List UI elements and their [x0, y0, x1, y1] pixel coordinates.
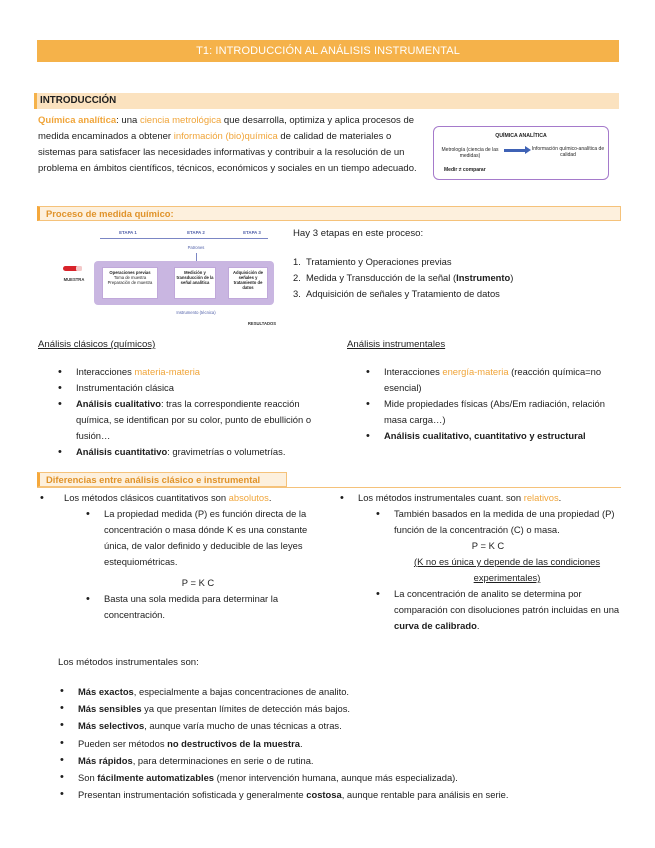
instrumentales-heading: Análisis instrumentales — [347, 339, 446, 350]
item-bold: curva de calibrado — [394, 620, 477, 631]
list-item — [56, 444, 314, 460]
list-item — [58, 683, 618, 700]
item-bold: fácilmente automatizables — [97, 772, 214, 784]
item-bold: Más rápidos — [78, 754, 133, 766]
item-text: Son — [78, 772, 98, 784]
item-text: (reacción química=no esencial) — [384, 366, 602, 393]
stage-text: Tratamiento y Operaciones previas — [306, 256, 452, 267]
item-text: : tras la correspondiente reacción química, se identifican por su color, punto de ebullición o fusión… — [76, 398, 312, 441]
item-text: . — [558, 492, 562, 503]
qa-bottom-label: Medir ≠ comparar — [444, 167, 486, 173]
item-text: . — [476, 620, 480, 631]
clasicos-heading: Análisis clásicos (químicos) — [38, 339, 156, 350]
stage-number: 2. — [293, 272, 301, 283]
list-item — [58, 769, 618, 786]
sub-item — [374, 506, 622, 538]
sample-tube-icon — [62, 264, 84, 274]
list-item — [364, 396, 622, 428]
process-diagram — [60, 228, 285, 330]
diagram-etapa-3: ETAPA 3 — [243, 230, 261, 235]
sub-item — [374, 586, 622, 634]
formula-right: P = K C — [471, 540, 505, 551]
item-text: Pueden ser métodos — [78, 737, 168, 749]
item-text: La propiedad medida (P) es función directa de la concentración o masa dónde K es una constante única, de valor definido y deducible de las leyes estequiométricas. — [104, 508, 308, 567]
item-text: Basta una sola medida para determinar la concentración. — [104, 593, 279, 620]
stage-text: Medida y Transducción de la señal ( — [306, 272, 457, 283]
item-text: Mide propiedades físicas (Abs/Em radiación, relación masa carga…) — [384, 398, 605, 425]
item-text: También basados en la medida de una propiedad (P) función de la concentración (C) o masa. — [394, 508, 615, 535]
list-item — [364, 364, 622, 396]
quimica-analitica-diagram — [433, 126, 609, 180]
qa-title: QUÍMICA ANALÍTICA — [495, 133, 547, 139]
metodos-intro: Los métodos instrumentales son: — [58, 657, 199, 668]
page-title: T1: INTRODUCCIÓN AL ANÁLISIS INSTRUMENTAL — [37, 40, 619, 62]
list-item — [56, 364, 314, 380]
item-text: (menor intervención humana, aunque más especializada). — [214, 772, 458, 784]
item-text: : gravimetrías o volumetrías. — [167, 446, 286, 457]
stage-item — [293, 286, 513, 302]
instrumentales-list — [364, 364, 622, 444]
item-bold: Más selectivos — [78, 720, 145, 732]
list-item — [58, 786, 618, 803]
arrow-right-icon — [504, 149, 526, 152]
box1-title: Operaciones previas — [109, 270, 151, 275]
diagram-patrones: Patrones — [187, 245, 205, 250]
stages-list — [293, 254, 513, 302]
item-text: Presentan instrumentación sofisticada y generalmente — [78, 789, 307, 801]
stages-intro: Hay 3 etapas en este proceso: — [293, 228, 424, 239]
sub-item — [84, 506, 328, 570]
metodos-list — [58, 683, 618, 803]
list-item — [338, 490, 622, 506]
list-item — [56, 380, 314, 396]
divider — [37, 487, 621, 488]
stage-item — [293, 254, 513, 270]
list-item — [58, 752, 618, 769]
diagram-muestra: MUESTRA — [63, 277, 85, 282]
diagram-instrumento: Instrumento (técnica) — [176, 310, 216, 315]
item-bold: Análisis cualitativo, cuantitativo y estructural — [384, 430, 586, 441]
term-informacion-bioquimica: información (bio)química — [173, 131, 278, 142]
item-text: . — [299, 737, 303, 749]
formula-left: P = K C — [181, 577, 215, 588]
item-bold: Más exactos — [78, 686, 134, 697]
diagram-resultados: RESULTADOS — [247, 321, 277, 326]
item-text: Interacciones — [76, 366, 135, 377]
item-text: Los métodos clásicos cuantitativos son — [64, 492, 229, 503]
item-highlight: relativos — [523, 492, 559, 503]
qa-right-label: Información químico-analítica de calidad — [531, 146, 605, 159]
item-text: , aunque rentable para análisis en serie. — [341, 789, 509, 801]
item-text: . — [268, 492, 272, 503]
proceso-heading: Proceso de medida químico: — [37, 206, 621, 221]
item-bold: Análisis cualitativo — [76, 398, 161, 409]
item-text: Instrumentación clásica — [76, 382, 174, 393]
qa-left-label: Metrología (ciencia de las medidas) — [441, 147, 499, 160]
box-medicion: Medición y transducción de la señal analítica — [174, 267, 216, 299]
clasicos-diff — [38, 490, 330, 623]
stage-text: Adquisición de señales y Tratamiento de datos — [306, 288, 500, 299]
item-bold: Más sensibles — [78, 703, 142, 715]
item-text: , aunque varía mucho de unas técnicas a otras. — [144, 720, 342, 732]
stage-number: 1. — [293, 256, 301, 267]
item-text: La concentración de analito se determina por comparación con disoluciones patrón incluidas en una — [394, 588, 620, 615]
diagram-etapa-1: ETAPA 1 — [119, 230, 137, 235]
instrumentales-diff — [338, 490, 622, 634]
item-text: Los métodos instrumentales cuant. son — [358, 492, 524, 503]
intro-heading: INTRODUCCIÓN — [34, 93, 619, 109]
item-text: , especialmente a bajas concentraciones de analito. — [133, 686, 350, 697]
item-bold: no destructivos de la muestra — [167, 737, 300, 749]
item-text: , para determinaciones en serie o de rutina. — [132, 754, 314, 766]
item-text: Interacciones — [384, 366, 443, 377]
item-highlight: materia-materia — [134, 366, 201, 377]
intro-paragraph — [38, 113, 418, 177]
item-highlight: absolutos — [228, 492, 269, 503]
clasicos-list — [56, 364, 314, 460]
list-item — [38, 490, 330, 506]
list-item — [56, 396, 314, 444]
item-bold: Análisis cuantitativo — [76, 446, 168, 457]
stage-end: ) — [510, 272, 514, 283]
sub-item — [84, 591, 328, 623]
list-item — [58, 717, 618, 734]
box-adquisicion: Adquisición de señales y tratamiento de datos — [228, 267, 268, 299]
list-item — [58, 735, 618, 752]
intro-text-c: de calidad de materiales o sistemas para satisfacer las necesidades informativas y contribuir a la resolución de un problema en ámbitos científicos, técnicos, económicos y sociales en un tiempo adecuado. — [38, 131, 417, 174]
item-bold: costosa — [306, 789, 342, 801]
diferencias-heading: Diferencias entre análisis clásico e instrumental — [37, 472, 287, 487]
intro-text-a: : una — [116, 115, 140, 126]
term-ciencia-metrologica: ciencia metrológica — [139, 115, 222, 126]
stage-item — [293, 270, 513, 286]
item-highlight: energía-materia — [442, 366, 509, 377]
diagram-etapa-2: ETAPA 2 — [187, 230, 205, 235]
term-quimica-analitica: Química analítica — [38, 115, 117, 126]
stage-bold: Instrumento — [456, 272, 511, 283]
list-item — [58, 700, 618, 717]
list-item — [364, 428, 622, 444]
box1-line-b: Preparación de muestra — [107, 280, 153, 286]
stage-number: 3. — [293, 288, 301, 299]
item-text: ya que presentan límites de detección más bajos. — [141, 703, 351, 715]
box1-line-a: Toma de muestra — [113, 275, 147, 281]
stage-line — [100, 238, 268, 239]
formula-note: (K no es única y depende de las condiciones experimentales) — [413, 556, 601, 583]
intro-text-b: que desarrolla, optimiza y aplica procesos de medida encaminados a obtener — [38, 115, 415, 142]
box-operaciones-previas — [102, 267, 158, 299]
